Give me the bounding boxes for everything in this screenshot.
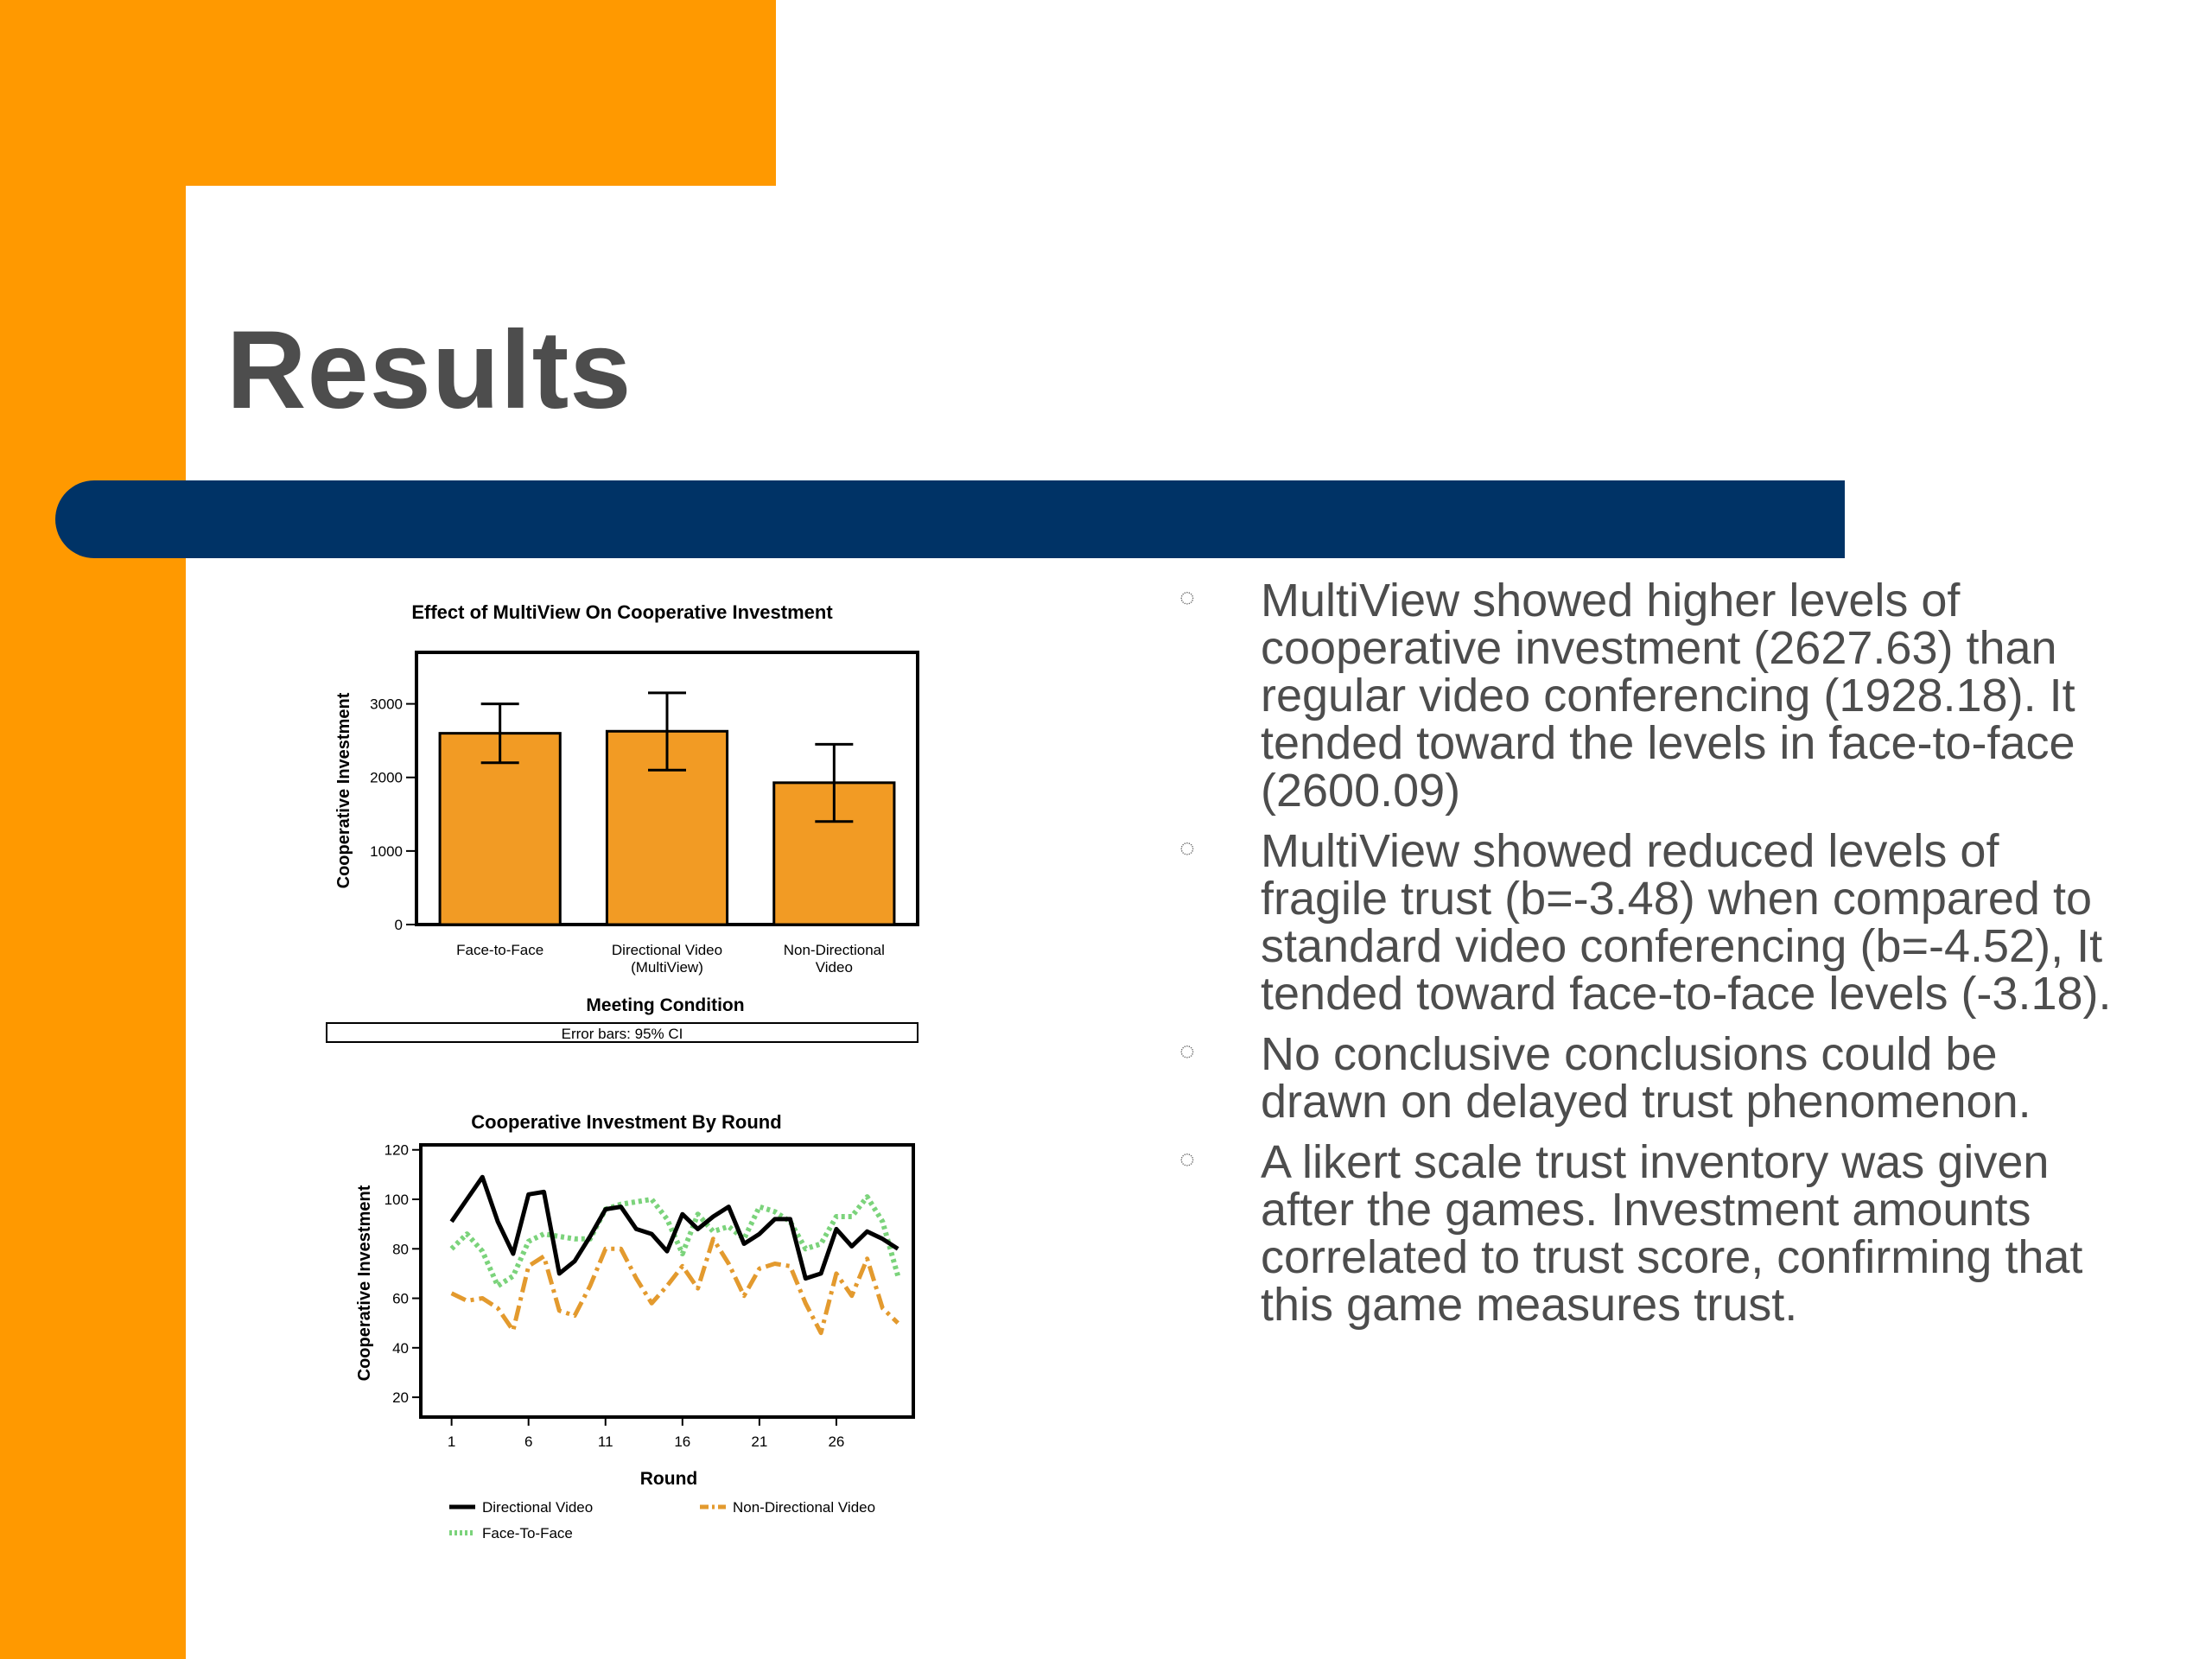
open-circle-bullet-icon: ◌	[1179, 834, 1195, 862]
legend-label: Non-Directional Video	[733, 1499, 876, 1516]
open-circle-bullet-icon: ◌	[1179, 583, 1195, 612]
bar-y-tick-label: 2000	[370, 769, 403, 786]
line-chart-title: Cooperative Investment By Round	[471, 1111, 782, 1133]
line-x-tick-label: 6	[524, 1433, 533, 1450]
bar-chart-footnote: Error bars: 95% CI	[561, 1026, 683, 1042]
bar-x-tick-label: Non-Directional	[783, 942, 885, 958]
title-divider-band	[55, 480, 1845, 558]
bullet-text: A likert scale trust inventory was given after the games. Investment amounts correlated to trust score, confirming that this game measures trust.	[1261, 1136, 2083, 1331]
bar-chart-title: Effect of MultiView On Cooperative Investment	[411, 601, 833, 623]
bullet-list	[1179, 577, 2130, 1342]
bar-chart-ylabel: Cooperative Investment	[334, 692, 353, 889]
line-chart-series	[452, 1177, 899, 1332]
legend-label: Directional Video	[482, 1499, 594, 1516]
bullet-text: No conclusive conclusions could be drawn on delayed trust phenomenon.	[1261, 1028, 2031, 1128]
legend-label: Face-To-Face	[482, 1525, 573, 1541]
bar-chart-marks	[440, 693, 894, 925]
line-x-tick-label: 21	[751, 1433, 768, 1450]
bullet-item	[1179, 825, 2130, 1020]
line-chart-x-axis	[448, 1417, 845, 1450]
line-x-tick-label: 11	[597, 1433, 613, 1450]
line-chart-legend	[449, 1499, 875, 1541]
bar-chart-xlabel: Meeting Condition	[586, 995, 745, 1015]
line-chart-y-axis	[385, 1142, 421, 1406]
bar-y-tick-label: 1000	[370, 842, 403, 860]
slide-title: Results	[226, 308, 632, 432]
bullet-item	[1179, 1136, 2130, 1331]
line-x-tick-label: 16	[674, 1433, 691, 1450]
bar-chart	[321, 596, 926, 1054]
bullet-text: MultiView showed reduced levels of fragile trust (b=-3.48) when compared to standard video conferencing (b=-4.52), It tended toward face-to-face levels (-3.18).	[1261, 825, 2112, 1020]
line-y-tick-label: 80	[392, 1241, 409, 1258]
bar-x-tick-label: Video	[815, 959, 853, 976]
line-y-tick-label: 20	[392, 1389, 409, 1407]
bar-chart-x-axis	[456, 942, 885, 976]
orange-left-band	[0, 0, 186, 1659]
open-circle-bullet-icon: ◌	[1179, 1037, 1195, 1065]
line-chart-ylabel: Cooperative Investment	[355, 1185, 374, 1382]
line-x-tick-label: 26	[828, 1433, 845, 1450]
bar-x-tick-label: Face-to-Face	[456, 942, 544, 958]
line-y-tick-label: 120	[384, 1141, 409, 1159]
bullet-item	[1179, 1028, 2130, 1128]
bar-chart-y-axis	[370, 696, 416, 933]
bar-y-tick-label: 3000	[370, 696, 403, 713]
line-chart	[346, 1097, 933, 1555]
line-y-tick-label: 100	[384, 1192, 409, 1208]
bullet-item	[1179, 577, 2130, 815]
bar-x-tick-label: (MultiView)	[631, 959, 703, 976]
line-chart-xlabel: Round	[639, 1469, 698, 1489]
line-x-tick-label: 1	[447, 1433, 456, 1450]
series-line-non-directional-video	[452, 1239, 899, 1333]
line-y-tick-label: 40	[392, 1339, 409, 1357]
bar-x-tick-label: Directional Video	[611, 942, 723, 958]
bar-y-tick-label: 0	[394, 917, 403, 933]
line-y-tick-label: 60	[392, 1290, 409, 1307]
bullet-text: MultiView showed higher levels of cooperative investment (2627.63) than regular video conferencing (1928.18). It tended toward the levels in face-to-face (2600.09)	[1261, 575, 2075, 817]
open-circle-bullet-icon: ◌	[1179, 1145, 1195, 1173]
